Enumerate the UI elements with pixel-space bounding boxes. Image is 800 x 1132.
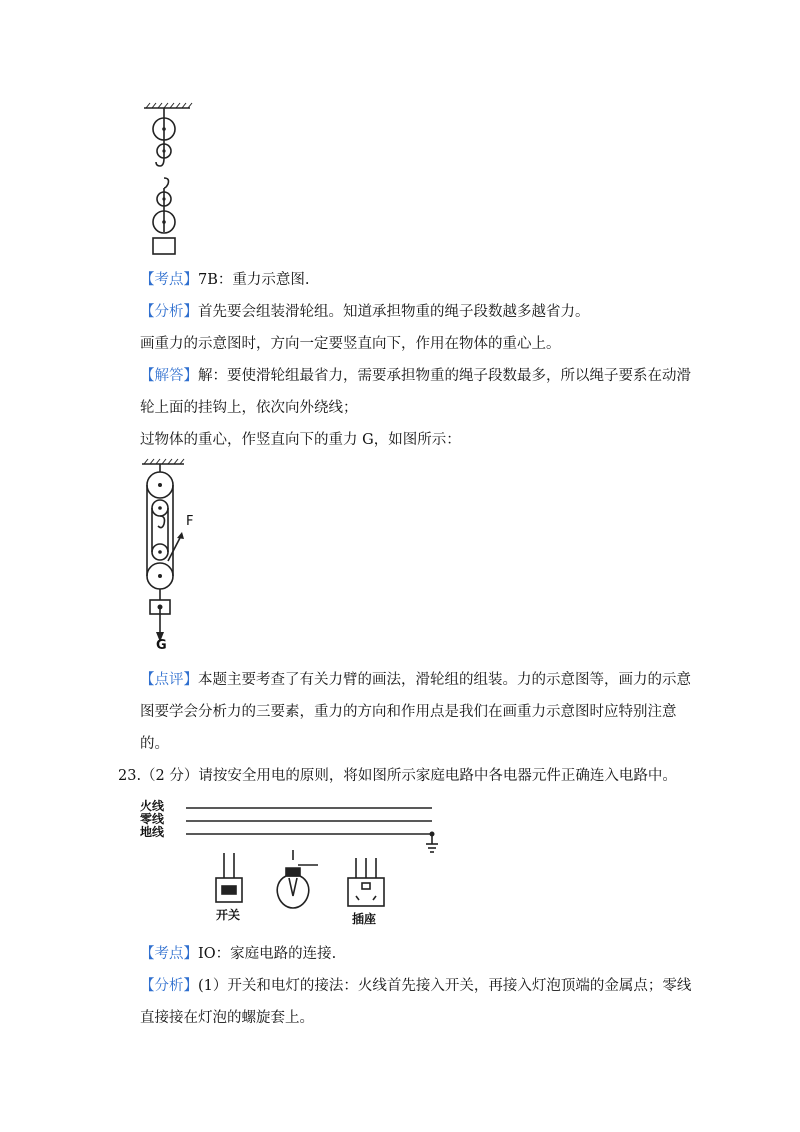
switch-label: 开关 — [216, 908, 241, 922]
kaodian-tag: 【考点】 — [140, 272, 198, 288]
dianping-line-3: 的。 — [140, 736, 169, 752]
fenxi-tag-2: 【分析】 — [140, 978, 198, 994]
jieda-tag: 【解答】 — [140, 368, 198, 384]
force-label-f: F — [186, 514, 194, 529]
dianping-text: 本题主要考查了有关力臂的画法，滑轮组的组装。力的示意图等，画力的示意 — [198, 672, 691, 688]
wire-live-label: 火线 — [140, 799, 165, 813]
jieda-line-2: 轮上面的挂钩上，依次向外绕线； — [140, 400, 358, 416]
household-circuit-figure — [140, 798, 450, 928]
dianping-tag: 【点评】 — [140, 672, 198, 688]
dianping-line-2: 图要学会分析力的三要素，重力的方向和作用点是我们在画重力示意图时应特别注意 — [140, 704, 677, 720]
fenxi-tag: 【分析】 — [140, 304, 198, 320]
jieda-line-3: 过物体的重心，作竖直向下的重力 G，如图所示： — [140, 432, 461, 448]
fenxi-line-1 — [140, 302, 590, 322]
jieda-text: 解：要使滑轮组最省力，需要承担物重的绳子段数最多，所以绳子要系在动滑 — [198, 368, 691, 384]
fenxi-line-2: 画重力的示意图时，方向一定要竖直向下，作用在物体的重心上。 — [140, 336, 561, 352]
fenxi-line-4: 直接接在灯泡的螺旋套上。 — [140, 1010, 314, 1026]
wire-ground-label: 地线 — [140, 825, 165, 839]
gravity-label-g: G — [156, 638, 167, 653]
fenxi-text-3: (1）开关和电灯的接法：火线首先接入开关，再接入灯泡顶端的金属点；零线 — [198, 978, 692, 994]
question-23-title: 23.（2 分）请按安全用电的原则，将如图所示家庭电路中各电器元件正确连入电路中。 — [118, 768, 677, 784]
kaodian-line-2 — [140, 944, 336, 964]
kaodian-line-1 — [140, 270, 310, 290]
jieda-line-1 — [140, 366, 691, 386]
kaodian-text-2: IO：家庭电路的连接. — [198, 946, 337, 962]
dianping-line-1 — [140, 670, 691, 690]
kaodian-text: 7B：重力示意图. — [198, 272, 310, 288]
wire-neutral-label: 零线 — [140, 812, 165, 826]
pulley-parts-figure — [138, 100, 198, 262]
fenxi-line-3 — [140, 976, 691, 996]
socket-label: 插座 — [352, 912, 377, 926]
fenxi-text: 首先要会组装滑轮组。知道承担物重的绳子段数越多越省力。 — [198, 304, 590, 320]
pulley-answer-figure — [138, 456, 218, 656]
kaodian-tag-2: 【考点】 — [140, 946, 198, 962]
